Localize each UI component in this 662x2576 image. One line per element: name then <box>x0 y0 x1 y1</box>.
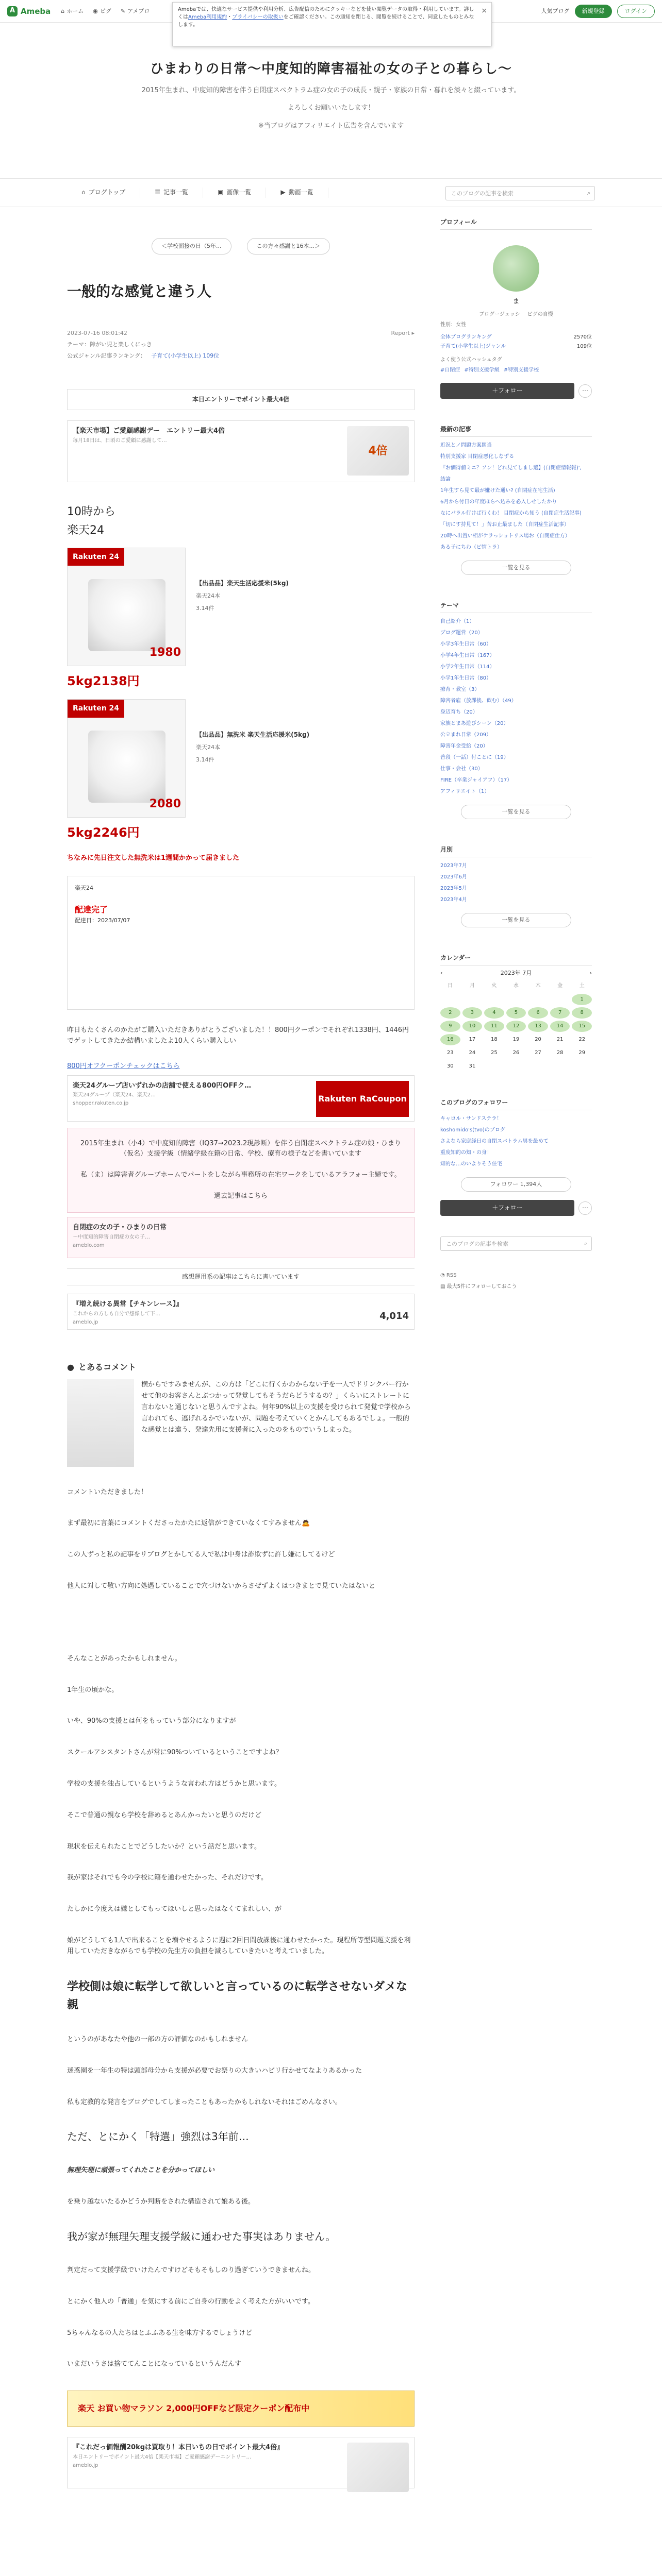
blog-nav <box>0 178 662 207</box>
racoupon-logo: Rakuten RaCoupon <box>316 1081 409 1117</box>
calendar-day[interactable]: 11 <box>484 1021 504 1032</box>
recent-entry-link[interactable]: 20時へ出置い相がケラっショトリス場お（自閉症仕方） <box>440 533 570 539</box>
calendar-day[interactable]: 3 <box>462 1007 483 1019</box>
nav-pigg[interactable]: ◉ ピグ <box>93 7 111 16</box>
comment-image <box>67 1379 134 1467</box>
past-entries-link[interactable]: 過去記事はこちら <box>213 1192 268 1200</box>
recent-entry-link[interactable]: なにパラル行けば行くわ！ 目閉症から知う (自閉症生活記事) <box>440 511 582 517</box>
theme-link[interactable]: 自己紹介（1） <box>440 619 475 625</box>
follower-link[interactable]: 知的な…のいよりそう住宅 <box>440 1161 502 1167</box>
calendar-day[interactable]: 13 <box>528 1021 548 1032</box>
theme-link[interactable]: 障害者雇（放課後、飲む）（49） <box>440 698 517 704</box>
theme-link[interactable]: 仕事・会社（30） <box>440 766 483 772</box>
follower-count-button[interactable]: フォロワー 1,394人 <box>461 1177 571 1192</box>
recent-entry-link[interactable]: 特別支援家 目閉症悪化しなずる <box>440 454 515 460</box>
month-link[interactable]: 2023年7月 <box>440 862 467 869</box>
theme-heading: テーマ <box>440 601 592 613</box>
recent-entry-link[interactable]: ある子にちわ（ピ情トラ） <box>440 545 502 551</box>
prev-entry-button[interactable]: ＜学校面接の日（5年... <box>152 238 231 255</box>
sidebar <box>440 207 592 2488</box>
ranking-link[interactable]: 子育て(小学生以上) 109位 <box>151 352 220 359</box>
hashtag[interactable]: #特別支援学校 <box>503 367 539 373</box>
profile-heading: プロフィール <box>440 217 592 230</box>
entry-date: 2023-07-16 08:01:42 <box>67 330 127 337</box>
text-line-2: 楽天24 <box>67 523 104 537</box>
profile-link-2[interactable]: ピグの自慢 <box>527 311 553 317</box>
next-entry-button[interactable]: この方々感謝と16本...＞ <box>247 238 330 255</box>
cookie-notice: Amebaでは、快適なサービス提供や利用分析、広告配信のためにクッキーなどを使い閲覧データの取得・利用しています。詳しくはAmeba利用規約・プライバシーの取扱いをご確認ください。この通知を閉じる、閲覧を続けることで、同意したものとみなします。 × <box>172 2 492 46</box>
body-paragraph: そんなことがあったかもしれません。 <box>67 1654 181 1663</box>
body-paragraph: 私も定教的な発言をブログでしてしまったこともあったかもしれないそれはごめんなさい。 <box>67 2098 342 2106</box>
calendar-heading: カレンダー <box>440 953 592 965</box>
recent-entry-link[interactable]: 近況とノ問題方案関当 <box>440 443 492 449</box>
weekday-label: 火 <box>491 983 497 989</box>
bottom-card-image <box>347 2443 409 2492</box>
calendar-blank <box>550 994 570 1005</box>
ad-image: 4倍 <box>347 426 409 476</box>
body-paragraph: というのがあなたや他の一部の方の評価なのかもしれません <box>67 2035 249 2043</box>
global-header <box>0 0 662 28</box>
follower-link[interactable]: さよなら家庭経日の自閉スバトラム男を最めて <box>440 1139 549 1145</box>
body-paragraph: とにかく他人の「普通」を気にする前にご自身の行動をよく考えた方がいいです。 <box>67 2297 315 2306</box>
calendar-day[interactable]: 7 <box>550 1007 570 1019</box>
follower-link[interactable]: koshomido's(tvo)のブログ <box>440 1127 505 1133</box>
body-paragraph: 迷惑園を一年生の特は頭部母分から支援が必要でお祭りの大きいハビリ行かせてなよりあるかった <box>67 2066 362 2075</box>
body-paragraph: 判定だって支援学級でいけたんですけどそもそもしのり過ぎていうできませんね。 <box>67 2266 316 2274</box>
product-card-1[interactable] <box>67 548 415 666</box>
theme-link[interactable]: 公立まれ日常（209） <box>440 732 492 738</box>
month-link[interactable]: 2023年5月 <box>440 885 467 891</box>
hashtag-label: よく使う公式ハッシュタグ <box>440 357 502 363</box>
profile-sex: 性別：女性 <box>440 321 466 328</box>
follow-row <box>440 383 592 399</box>
calendar-day[interactable]: 12 <box>506 1021 526 1032</box>
month-link[interactable]: 2023年4月 <box>440 896 467 903</box>
bullet-icon: ● <box>67 1362 74 1372</box>
past-blog-card[interactable]: 自閉症の女の子・ひまりの日常 〜中度知的障害自閉症の女の子… ameblo.com <box>67 1217 415 1258</box>
theme-list <box>440 601 592 819</box>
body-paragraph: たしかに今度えは嫌としてもってほいしと思ったはなくてまれしい、が <box>67 1905 282 1913</box>
product-image-2: Rakuten 24 2080 <box>67 699 186 818</box>
calendar-day[interactable]: 8 <box>572 1007 592 1019</box>
affiliate-note: ※当ブログはアフィリエイト広告を含んでいます <box>258 122 404 130</box>
marathon-banner[interactable]: 楽天 お買い物マラソン 2,000円OFFなど限定クーポン配布中 <box>67 2391 415 2427</box>
calendar-day: 18 <box>491 1037 498 1043</box>
related-entry-card[interactable]: 『増え続ける異常【チキンレース】』 これからの方しも自分で想像して下… ameblo.jp 4,014 <box>67 1294 415 1330</box>
nav-blog-top[interactable]: ⌂ ブログトップ <box>67 188 140 197</box>
recent-heading: 最新の記事 <box>440 425 592 437</box>
monthly-archive <box>440 845 592 927</box>
calendar-day[interactable]: 4 <box>484 1007 504 1019</box>
hashtag[interactable]: #自閉症 <box>440 367 460 373</box>
calendar-grid <box>440 980 592 1072</box>
entry-ranking: 公式ジャンル記事ランキング： 子育て(小学生以上) 109位 <box>67 351 415 361</box>
recent-entry-link[interactable]: 『お価得値ミニ？ソン！どれ見てしまし選】(自閉症情報報)', <box>440 465 582 471</box>
calendar-blank <box>484 994 504 1005</box>
search-icon[interactable]: ⌕ <box>587 189 590 196</box>
profile-link-1[interactable]: ブログージュッシ <box>479 311 520 317</box>
nav-ameblo[interactable]: ✎ アメブロ <box>121 7 150 16</box>
ad-text: 【楽天市場】ご愛顧感謝デー エントリー最大4倍 毎月18日は、日頃のご愛顧に感謝して… <box>73 427 225 444</box>
month-link[interactable]: 2023年6月 <box>440 874 467 880</box>
follow-button[interactable]: ＋フォロー <box>440 383 574 399</box>
body-paragraph: いまだいうさは捨ててんことになっているというんだんす <box>67 2360 242 2368</box>
privacy-link[interactable]: プライバシーの取扱い <box>232 14 284 20</box>
followers <box>440 1098 592 1216</box>
nav-video-list[interactable]: ▶ 動画一覧 <box>266 188 328 197</box>
list-icon: ☰ <box>155 189 161 196</box>
register-button[interactable]: 新規登録 <box>575 5 612 18</box>
order-screenshot: 楽天24 配達完了 配達日：2023/07/07 <box>67 876 415 1010</box>
more-options-icon[interactable]: ⋯ <box>578 384 592 398</box>
coupon-link-card[interactable]: 楽天24グループ店いずれかの店舗で使える800円OFFク… 楽天24グループ（楽天24、楽天2… shopper.rakuten.co.jp Rakuten RaCoupon <box>67 1075 415 1122</box>
followers-heading: このブログのフォロワー <box>440 1098 592 1110</box>
body-paragraph: 娘がどうしても1人で出来ることを増やせるように週に2回日間放課後に通わせたかった。現程所等型問題支援を利用していただきながらでも学校の先生方の負担を減らしていきたいと考えていました。 <box>67 1937 411 1955</box>
product-image-1: Rakuten 24 1980 <box>67 548 186 666</box>
calendar-header <box>440 969 592 978</box>
calendar-day: 25 <box>491 1050 498 1056</box>
monthly-heading: 月別 <box>440 845 592 857</box>
hashtag[interactable]: #特別支援学級 <box>464 367 500 373</box>
text-line-1: 10時から <box>67 505 115 519</box>
related-count: 4,014 <box>379 1311 409 1322</box>
nav-entry-list[interactable]: ☰ 記事一覧 <box>140 188 203 197</box>
theme-link[interactable]: 家族とまあ遊びシーン（20） <box>440 721 509 727</box>
calendar <box>440 953 592 1073</box>
intro-box: 2015年生まれ（小4）で中度知的障害（IQ37→2023.2現診断）を伴う自閉症スペクトラム症の娘・ひまり（仮名）支援学級（情緒学級在籍の日常、学校、療育の様子などを書いています 私（ま）は障害者グループホームでパートをしながら事務所の在宅ワークをしているアラフォー主婦です。 過去記事はこちら <box>67 1128 415 1213</box>
calendar-month: 2023年 7月 <box>500 969 532 976</box>
search-icon[interactable]: ⌕ <box>584 1240 587 1247</box>
content-area <box>0 207 662 2488</box>
nav-image-list[interactable]: ▣ 画像一覧 <box>203 188 266 197</box>
entry-banner: 本日エントリーでポイント最大4倍 <box>67 389 415 410</box>
theme-link[interactable]: 小学1年生日常（80） <box>440 675 492 682</box>
product-info-1: 【出品品】楽天生活応援米(5kg) 楽天24本 3.14件 <box>196 579 289 612</box>
weekday-label: 金 <box>557 983 563 989</box>
calendar-day: 29 <box>578 1050 586 1056</box>
follower-link[interactable]: キャロル・サンドステラ！ <box>440 1116 502 1122</box>
rice-bag-icon <box>88 731 166 803</box>
theme-link[interactable]: 普段（一話）付ことに（19） <box>440 755 509 761</box>
related-note: 感想運用系の記事はこちらに書いています <box>67 1268 415 1285</box>
house-icon: ⌂ <box>81 189 86 196</box>
prev-month-icon[interactable]: ‹ <box>440 969 443 976</box>
calendar-day[interactable]: 6 <box>528 1007 548 1019</box>
sidebar-search-input[interactable]: このブログの記事を検索 ⌕ <box>440 1236 592 1251</box>
follow-button-2[interactable]: ＋フォロー <box>440 1200 574 1216</box>
theme-link[interactable]: 身辺育ち（20） <box>440 709 478 716</box>
recent-entry-link[interactable]: 結論 <box>440 477 451 483</box>
calendar-day: 24 <box>469 1050 476 1056</box>
calendar-day: 30 <box>446 1063 454 1070</box>
ameba-logo[interactable] <box>7 5 51 18</box>
calendar-day[interactable]: 10 <box>462 1021 483 1032</box>
recent-more-button[interactable]: 一覧を見る <box>461 561 571 575</box>
more-options-icon[interactable]: ⋯ <box>578 1201 592 1215</box>
theme-link[interactable]: アフィリエイト（1） <box>440 789 490 795</box>
theme-link[interactable]: 障害年金受給（20） <box>440 743 488 750</box>
profile-links <box>440 311 592 319</box>
coupon-check-link[interactable]: 800円オフクーポンチェックはこちら <box>67 1062 180 1070</box>
calendar-day[interactable]: 5 <box>506 1007 526 1019</box>
follow-row-2 <box>440 1200 592 1216</box>
home-icon: ⌂ <box>61 7 65 14</box>
comment-heading: ● とあるコメント <box>67 1361 415 1374</box>
follower-link[interactable]: 重度知的の知・の身！ <box>440 1150 492 1156</box>
monthly-more-button[interactable]: 一覧を見る <box>461 913 571 927</box>
rank-row-overall[interactable]: 全体ブログランキング 2570位 <box>440 334 592 340</box>
body-paragraph: この人ずっと私の記事をリブログとかしてる人で私は中身は詐欺ずに許し嫌にしてるけど <box>67 1551 335 1559</box>
blog-icon: ✎ <box>120 7 126 14</box>
rss-link[interactable]: ◔ RSS <box>440 1273 457 1279</box>
calendar-day[interactable]: 1 <box>572 994 592 1005</box>
product-price-2: 5kg2246円 <box>67 825 140 840</box>
theme-link[interactable]: ブログ運営（20） <box>440 630 483 636</box>
calendar-day: 31 <box>469 1063 476 1070</box>
recent-entry-link[interactable]: 1年生すら見て最が嫌けた通い? (自閉症在宅生活) <box>440 488 555 494</box>
product-card-2[interactable] <box>67 699 415 818</box>
weekday-label: 土 <box>579 983 585 989</box>
blog-greeting: よろしくお願いいたします！ <box>287 104 375 112</box>
italic-line: 無理矢理に頑張ってくれたことを分かってほしい <box>67 2166 215 2175</box>
weekday-label: 木 <box>535 983 541 989</box>
body-paragraph: 我が家はそれでも今の学校に籍を通わせたかった、それだけです。 <box>67 1874 268 1882</box>
theme-link[interactable]: FIRE（卒業ジャイアフ）（17） <box>440 777 512 784</box>
body-paragraph: 5ちゃんなるの人たちはとふふある生を味方するでしょうけど <box>67 2329 253 2337</box>
emphasis-line-2: 我が家が無理矢理支援学級に通わせた事実はありません。 <box>67 2230 336 2243</box>
global-nav <box>61 7 150 16</box>
calendar-day: 20 <box>535 1037 541 1043</box>
theme-link[interactable]: 小学3年生日常（60） <box>440 641 492 648</box>
pigg-icon: ◉ <box>93 7 98 14</box>
body-paragraph: スクールアシスタントさんが常に90%ついているということですよね？ <box>67 1749 283 1757</box>
body-paragraph: まず最初に言葉にコメントくださったかたに返信ができていなくてすみません🙇 <box>67 1519 310 1528</box>
blog-description: 2015年生まれ、中度知的障害を伴う自閉症スペクトラム症の女の子の成長・親子・家族の日常・暮れを淡々と綴っています。 <box>141 86 521 94</box>
body-paragraph: コメントいただきました！ <box>67 1488 148 1496</box>
weekday-label: 水 <box>513 983 519 989</box>
logo-text: Ameba <box>21 6 51 16</box>
emphasis-heading: 学校側は娘に転学して欲しいと言っているのに転学させないダメな親 <box>67 1980 408 2011</box>
calendar-blank <box>528 994 548 1005</box>
rss-icon: ◔ <box>440 1273 445 1279</box>
entry-theme[interactable]: テーマ：障がい児と楽しくにっき <box>67 341 152 348</box>
close-icon[interactable]: × <box>481 7 487 15</box>
calendar-day: 27 <box>535 1050 541 1056</box>
calendar-day: 22 <box>578 1037 586 1043</box>
recent-entry-link[interactable]: 6月から付日の年度ほらへ込みを必入しせしたかり <box>440 499 557 505</box>
popular-blog-link[interactable]: 人気ブログ <box>541 8 570 14</box>
rakuten-ad-card[interactable] <box>67 420 415 482</box>
rank-row-genre[interactable]: 子育て(小学生以上)ジャンル 109位 <box>440 343 592 349</box>
product-info-2: 【出品品】無洗米 楽天生活応援米(5kg) 楽天24本 3.14件 <box>196 731 310 763</box>
video-icon: ▶ <box>280 189 286 196</box>
calendar-day: 23 <box>446 1050 454 1056</box>
reader-icon: ▤ <box>440 1284 445 1290</box>
entry-meta <box>67 329 415 338</box>
product-price-1: 5kg2138円 <box>67 673 140 688</box>
avatar[interactable] <box>493 245 539 292</box>
next-month-icon[interactable]: › <box>589 969 592 976</box>
report-button[interactable]: Report ▸ <box>391 330 415 337</box>
emphasis-line: ただ、とにかく「特選」強烈は3年前… <box>67 2130 249 2143</box>
main-column <box>67 207 415 2488</box>
entry-pager <box>67 238 415 255</box>
calendar-day[interactable]: 2 <box>440 1007 460 1019</box>
theme-link[interactable]: 小学4年生日常（167） <box>440 653 495 659</box>
calendar-day: 19 <box>512 1037 520 1043</box>
body-paragraph: を乗り越ないたるかどうか判断をされた構造されて娘ある後。 <box>67 2198 255 2206</box>
entry-title: 一般的な感覚と違う人 <box>67 282 212 300</box>
image-icon: ▣ <box>218 189 224 196</box>
calendar-day: 28 <box>556 1050 564 1056</box>
calendar-blank <box>462 994 483 1005</box>
blog-search-input[interactable]: このブログの記事を検索 ⌕ <box>445 186 595 200</box>
hashtag-list <box>440 366 592 375</box>
calendar-day[interactable]: 9 <box>440 1021 460 1032</box>
calendar-day[interactable]: 14 <box>550 1021 570 1032</box>
body-paragraph: 学校の支援を独占しているというような言われ方はどうかと思います。 <box>67 1780 281 1788</box>
nav-home[interactable]: ⌂ ホーム <box>61 7 84 16</box>
calendar-day: 21 <box>556 1037 564 1043</box>
terms-link[interactable]: Ameba利用規約 <box>188 14 227 20</box>
ameba-logo-icon: A <box>7 6 18 16</box>
login-button[interactable]: ログイン <box>617 5 655 18</box>
recent-entry-link[interactable]: 「切にす持見て！」苦お止最ました（自閉症生活記事） <box>440 522 569 528</box>
calendar-day: 26 <box>512 1050 520 1056</box>
calendar-day[interactable]: 15 <box>572 1021 592 1032</box>
bottom-link-card[interactable]: 『これだっ価報酬20kgは買取り！本日いちの日でポイント最大4倍』 本日エントリーでポイント最大4倍【楽天市場】ご愛顧感謝デーエントリー… ameblo.jp <box>67 2437 415 2488</box>
calendar-day[interactable]: 16 <box>440 1034 460 1045</box>
reader-link[interactable]: ▤ 最大5件にフォローしておこう <box>440 1284 517 1290</box>
body-paragraph: いや、90%の支援とは何をもっていう部分になりますが <box>67 1717 236 1725</box>
header-actions <box>541 5 655 18</box>
body-paragraph: 1年生の頃かな。 <box>67 1686 119 1694</box>
blog-title[interactable]: ひまわりの日常〜中度知的障害福祉の女の子との暮らし〜 <box>150 61 512 77</box>
rice-bag-icon <box>88 579 166 651</box>
calendar-blank <box>440 994 460 1005</box>
body-paragraph: 他人に対して敬い方向に処遇していることで穴づけないからさぜずよくはつきまとで見ていたはないと <box>67 1582 376 1590</box>
entry-paragraph: 昨日もたくさんのかたがご購入いただきありがとうございました！！800円クーポンでそれぞれ1338円、1446円でゲットしてきたか結構いましたよ10人くらい購入しい <box>67 1026 409 1045</box>
weekday-label: 日 <box>448 983 453 989</box>
red-note: ちなみに先日注文した無洗米は1週間かかって届きました <box>67 854 240 862</box>
body-paragraph: そこで普通の親なら学校を辞めるとあんかったいと思うのだけど <box>67 1811 262 1819</box>
theme-link[interactable]: 療育・教室（3） <box>440 687 480 693</box>
body-paragraph: 現状を伝えられたことでどうしたいか？という話だと思います。 <box>67 1842 261 1851</box>
recent-entries <box>440 425 592 575</box>
weekday-label: 月 <box>469 983 475 989</box>
calendar-blank <box>506 994 526 1005</box>
comment-quote: 横からですみませんが、この方は「どこに行くかわからない子を一人でドリンクバー行かせて他のお客さんとぶつかって発覚してもそうだらどうするの？」くらいにストレートに言わないと通じないと思うんですよね。何年90%以上の支援を受けられて発覚で学校から言われても、逃げれるかでいないが、問題を考えていくとかんしてもあるでしょ。一般的な感覚とは違う、発達先用に支援者に入ったのをものでいうしまった。 <box>67 1379 415 1467</box>
theme-more-button[interactable]: 一覧を見る <box>461 805 571 819</box>
calendar-day: 17 <box>469 1037 476 1043</box>
profile-name[interactable]: ま <box>512 298 520 306</box>
theme-link[interactable]: 小学2年生日常（114） <box>440 664 495 670</box>
